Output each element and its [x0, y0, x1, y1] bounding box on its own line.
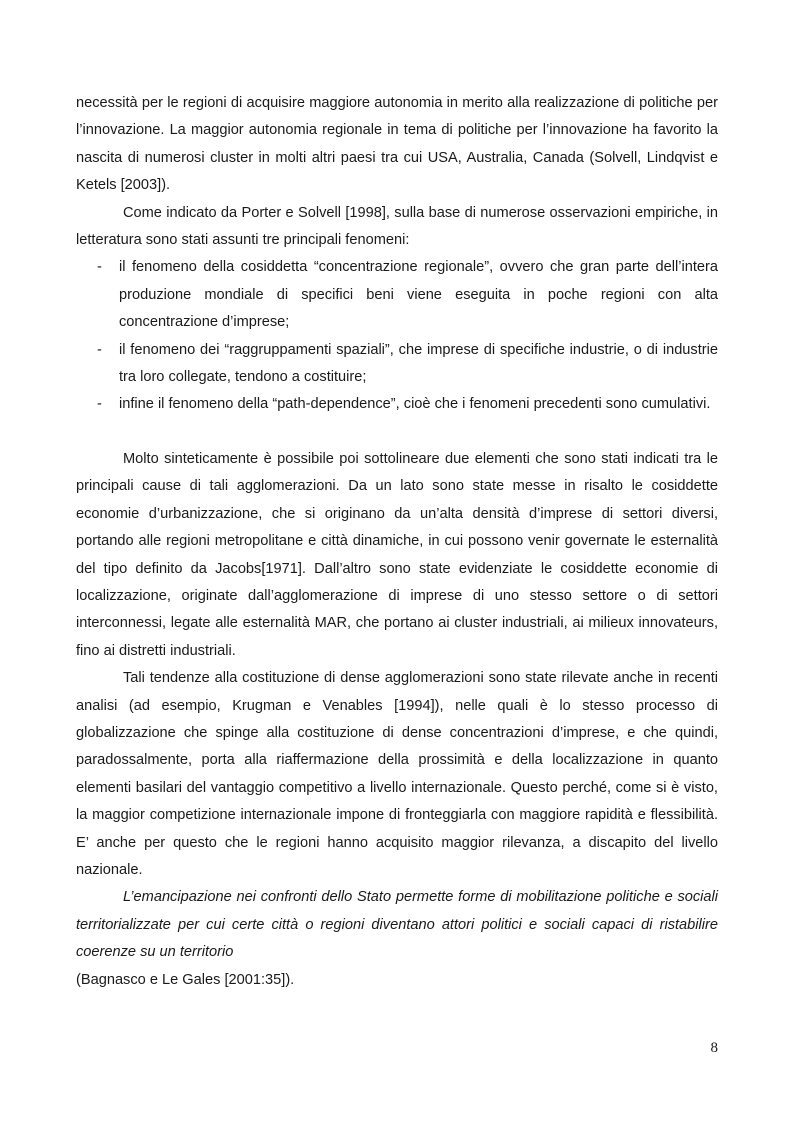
bullet-text: il fenomeno dei “raggruppamenti spaziali”, che imprese di specifiche industrie, o di industrie tra loro collegate, tendono a costituire; [119, 341, 718, 386]
paragraph-3: Molto sinteticamente è possibile poi sottolineare due elementi che sono stati indicati tra le principali cause di tali agglomerazioni. Da un lato sono state messe in risalto le cosiddette economie d’urbanizzazione, che si originano da un’alta densità d’imprese di settori diversi, portando alle regioni metropolitane e città dinamiche, in cui possono venir governate le esternalità del tipo definito da Jacobs[1971]. Dall’altro sono state evidenziate le cosiddette economie di localizzazione, originate dall’agglomerazione di imprese di uno stesso settore o di settori interconnessi, legate alle esternalità MAR, che portano ai cluster industriali, ai milieux innovateurs, fino ai distretti industriali. [76, 450, 718, 659]
paragraph-4: Tali tendenze alla costituzione di dense agglomerazioni sono state rilevate anche in recenti analisi (ad esempio, Krugman e Venables [1994]), nelle quali è lo stesso processo di globalizzazione che spinge alla costituzione di dense concentrazioni d’imprese, e che quindi, paradossalmente, porta alla riaffermazione della prossimità e della localizzazione in quanto elementi basilari del vantaggio competitivo a livello internazionale. Questo perché, come si è visto, la maggior competizione internazionale impone di fronteggiarla con maggiore rapidità e flessibilità. E’ anche per questo che le regioni hanno acquisito maggior rilevanza, a discapito del livello nazionale. [76, 670, 718, 878]
bullet-dash: - [97, 259, 102, 276]
list-item [76, 254, 718, 336]
block-quote: L’emancipazione nei confronti dello Stato permette forme di mobilitazione politiche e sociali territorializzate per cui certe città o regioni diventano attori politici e sociali capaci di ristabilire coerenze su un territorio [76, 889, 718, 961]
list-item [76, 337, 718, 392]
paragraph-2: Come indicato da Porter e Solvell [1998], sulla base di numerose osservazioni empiriche, in letteratura sono stati assunti tre principali fenomeni: [76, 204, 718, 249]
bullet-dash: - [97, 341, 102, 358]
bullet-text: infine il fenomeno della “path-dependence”, cioè che i fenomeni precedenti sono cumulativi. [119, 396, 711, 413]
page-number: 8 [710, 1040, 718, 1056]
blank-line [76, 419, 718, 446]
bullet-dash: - [97, 396, 102, 413]
paragraph-1: necessità per le regioni di acquisire maggiore autonomia in merito alla realizzazione di politiche per l’innovazione. La maggior autonomia regionale in tema di politiche per l’innovazione ha favorito la nascita di numerosi cluster in molti altri paesi tra cui USA, Australia, Canada (Solvell, Lindqvist e Ketels [2003]). [76, 95, 718, 194]
list-item [76, 391, 718, 418]
bullet-list [76, 254, 718, 418]
quote-citation: (Bagnasco e Le Gales [2001:35]). [76, 971, 295, 988]
document-body [76, 90, 718, 994]
bullet-text: il fenomeno della cosiddetta “concentrazione regionale”, ovvero che gran parte dell’intera produzione mondiale di specifici beni viene eseguita in poche regioni con alta concentrazione d’imprese; [119, 259, 718, 331]
